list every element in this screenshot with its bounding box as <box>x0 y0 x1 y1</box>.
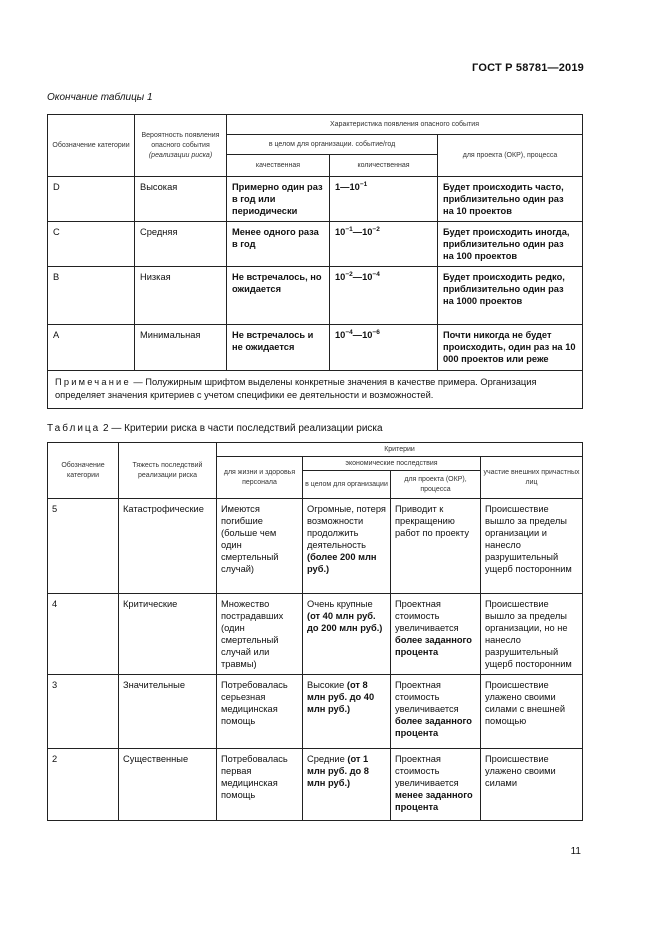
project-cell: Приводит к прекращению работ по проекту <box>391 499 481 594</box>
qualitative-cell: Не встречалось, но ожидается <box>227 267 330 325</box>
project-cell: Будет происходить часто, приблизительно один раз на 10 проектов <box>438 177 583 222</box>
org-cell: Очень крупные (от 40 млн руб. до 200 млн руб.) <box>303 594 391 675</box>
table-row <box>48 222 583 267</box>
header-within-org: в целом для организации <box>303 471 391 499</box>
category-cell: 4 <box>48 594 119 675</box>
header-external: участие внешних причастных лиц <box>481 457 583 499</box>
org-cell: Высокие (от 8 млн руб. до 40 млн руб.) <box>303 675 391 749</box>
header-per-project: для проекта (ОКР), процесса <box>438 135 583 177</box>
header-life-health: для жизни и здоровья персонала <box>217 457 303 499</box>
table-row <box>48 267 583 325</box>
project-cell: Будет происходить иногда, приблизительно один раз на 100 проектов <box>438 222 583 267</box>
header-criteria: Критерии <box>217 443 583 457</box>
category-cell: A <box>48 325 135 371</box>
header-severity: Тяжесть последствий реализации риска <box>119 443 217 499</box>
header-characteristic: Характеристика появления опасного события <box>227 115 583 135</box>
header-probability: Вероятность появления опасного события (реализации риска) <box>135 115 227 177</box>
project-cell: Будет происходить редко, приблизительно один раз на 1000 проектов <box>438 267 583 325</box>
life-cell: Потребовалась серьезная медицинская помощь <box>217 675 303 749</box>
category-cell: C <box>48 222 135 267</box>
qualitative-cell: Примерно один раз в год или периодически <box>227 177 330 222</box>
header-category: Обозначение категории <box>48 115 135 177</box>
org-cell: Огромные, потеря возможности продолжить деятельность (более 200 млн руб.) <box>303 499 391 594</box>
probability-cell: Высокая <box>135 177 227 222</box>
quantitative-cell: $10^{-1}—10^{-2}$ <box>330 222 438 267</box>
probability-cell: Средняя <box>135 222 227 267</box>
external-cell: Происшествие улажено своими силами <box>481 749 583 821</box>
severity-cell: Значительные <box>119 675 217 749</box>
severity-cell: Существенные <box>119 749 217 821</box>
project-cell: Проектная стоимость увеличивается менее заданного процента <box>391 749 481 821</box>
header-economic: экономические последствия <box>303 457 481 471</box>
qualitative-cell: Менее одного раза в год <box>227 222 330 267</box>
table1-note: Примечание — Полужирным шрифтом выделены конкретные значения в качестве примера. Организация определяет значения критериев с учетом специфики ее деятельности и возможностей. <box>48 371 583 409</box>
header-quantitative: количественная <box>330 155 438 177</box>
category-cell: 2 <box>48 749 119 821</box>
table-row <box>48 675 583 749</box>
table-row <box>48 594 583 675</box>
table1-caption: Окончание таблицы 1 <box>47 92 153 103</box>
table-row <box>48 325 583 371</box>
header-category: Обозначение категории <box>48 443 119 499</box>
life-cell: Имеются погибшие (больше чем один смертельный случай) <box>217 499 303 594</box>
qualitative-cell: Не встречалось и не ожидается <box>227 325 330 371</box>
quantitative-cell: $10^{-2}—10^{-4}$ <box>330 267 438 325</box>
severity-cell: Критические <box>119 594 217 675</box>
header-qualitative: качественная <box>227 155 330 177</box>
table-row <box>48 749 583 821</box>
document-id: ГОСТ Р 58781—2019 <box>472 62 584 74</box>
severity-cell: Катастрофические <box>119 499 217 594</box>
table-row <box>48 499 583 594</box>
external-cell: Происшествие вышло за пределы организации, но не нанесло разрушительный ущерб посторонним <box>481 594 583 675</box>
category-cell: 3 <box>48 675 119 749</box>
category-cell: D <box>48 177 135 222</box>
project-cell: Почти никогда не будет происходить, один раз на 10 000 проектов или реже <box>438 325 583 371</box>
category-cell: 5 <box>48 499 119 594</box>
org-cell: Средние (от 1 млн руб. до 8 млн руб.) <box>303 749 391 821</box>
external-cell: Происшествие улажено своими силами с внешней помощью <box>481 675 583 749</box>
life-cell: Множество пострадавших (один смертельный случай или травмы) <box>217 594 303 675</box>
external-cell: Происшествие вышло за пределы организации и нанесло разрушительный ущерб посторонним <box>481 499 583 594</box>
project-cell: Проектная стоимость увеличивается более заданного процента <box>391 594 481 675</box>
header-per-project: для проекта (ОКР), процесса <box>391 471 481 499</box>
table-2-risk-criteria <box>47 442 583 821</box>
project-cell: Проектная стоимость увеличивается более заданного процента <box>391 675 481 749</box>
probability-cell: Низкая <box>135 267 227 325</box>
quantitative-cell: $1—10^{-1}$ <box>330 177 438 222</box>
quantitative-cell: $10^{-4}—10^{-6}$ <box>330 325 438 371</box>
table-row <box>48 177 583 222</box>
page-number: 11 <box>570 846 581 857</box>
table-1-continuation <box>47 114 583 409</box>
table2-caption: Таблица 2 — Критерии риска в части последствий реализации риска <box>47 423 383 434</box>
header-within-org: в целом для организации. событие/год <box>227 135 438 155</box>
category-cell: B <box>48 267 135 325</box>
probability-cell: Минимальная <box>135 325 227 371</box>
life-cell: Потребовалась первая медицинская помощь <box>217 749 303 821</box>
